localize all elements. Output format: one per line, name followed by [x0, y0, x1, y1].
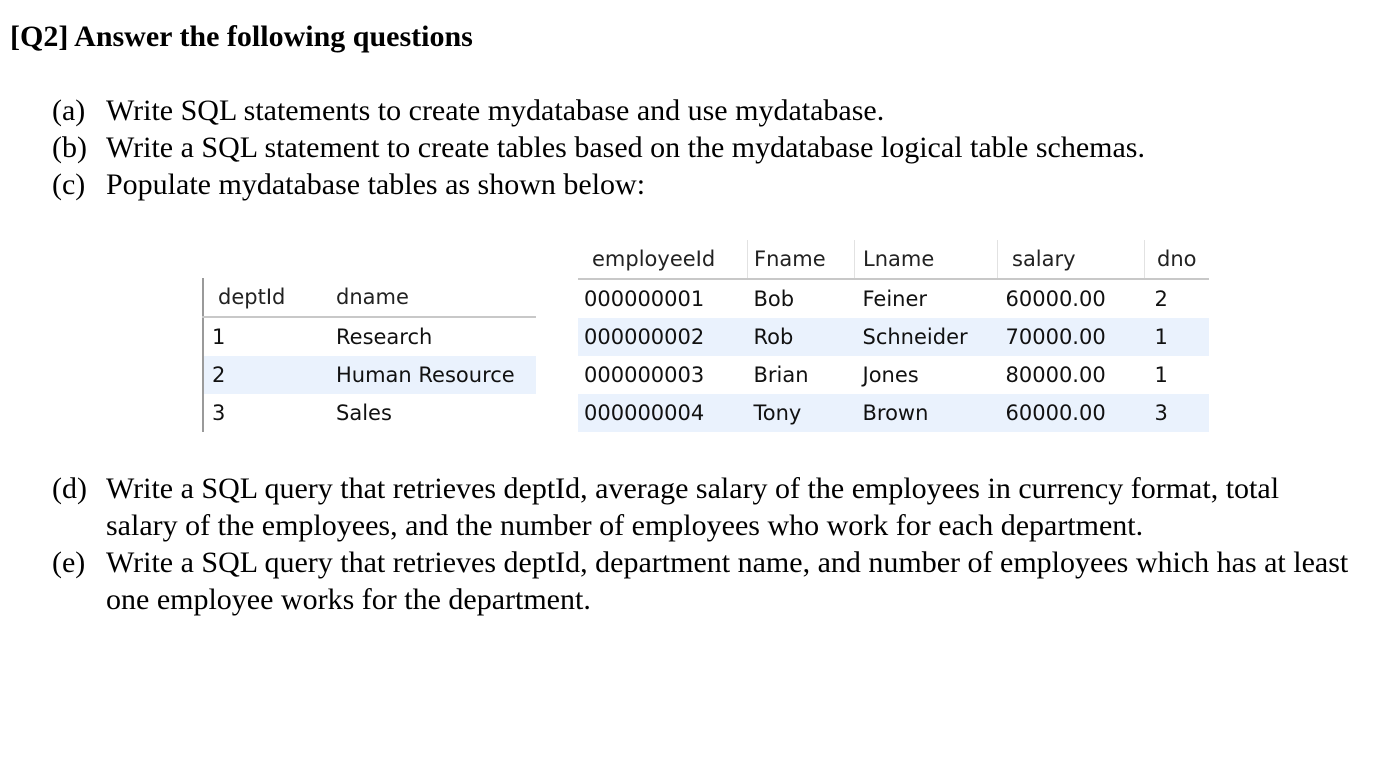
question-text: Write SQL statements to create mydatabase and use mydatabase. — [106, 94, 885, 127]
column-header-dname: dname — [336, 278, 536, 317]
question-marker: (e) — [52, 546, 86, 579]
table-cell: 000000004 — [578, 394, 748, 432]
question-heading: [Q2] Answer the following questions — [10, 20, 473, 53]
department-table — [202, 278, 536, 432]
table-row — [578, 279, 1209, 318]
question-text: Write a SQL query that retrieves deptId, department name, and number of employees which has at least one employee works for the department. — [106, 546, 1349, 616]
question-item — [52, 92, 1352, 129]
table-row — [578, 318, 1209, 356]
table-cell: 2 — [1154, 287, 1168, 311]
table-cell: 3 — [212, 401, 226, 425]
question-marker: (c) — [52, 168, 86, 201]
table-row — [203, 394, 536, 432]
question-text: Populate mydatabase tables as shown below: — [106, 168, 646, 201]
question-item — [52, 470, 1352, 544]
table-row — [203, 356, 536, 394]
table-cell: 70000.00 — [998, 318, 1145, 356]
table-cell: 80000.00 — [1005, 363, 1106, 387]
question-item — [52, 166, 1352, 203]
table-cell: Bob — [753, 287, 795, 311]
table-cell: Jones — [862, 363, 919, 387]
table-cell: Brown — [855, 394, 998, 432]
table-header-row — [578, 240, 1209, 279]
column-header-fname: Fname — [748, 240, 855, 279]
table-cell: 1 — [1154, 363, 1168, 387]
table-cell: Rob — [748, 318, 855, 356]
column-header-employeeid: employeeId — [578, 240, 748, 279]
table-cell: 2 — [203, 356, 336, 394]
table-cell: Human Resource — [336, 356, 536, 394]
table-cell: 000000002 — [578, 318, 748, 356]
question-text: Write a SQL query that retrieves deptId, average salary of the employees in currency format, total salary of the employees, and the number of employees who work for each department. — [106, 472, 1280, 542]
question-item — [52, 129, 1352, 166]
table-row — [578, 394, 1209, 432]
table-cell: Schneider — [855, 318, 998, 356]
table-cell: 3 — [1145, 394, 1210, 432]
question-marker: (d) — [52, 472, 87, 505]
table-cell: 000000003 — [584, 363, 705, 387]
table-row — [203, 317, 536, 356]
table-cell: 60000.00 — [1005, 287, 1106, 311]
question-marker: (a) — [52, 94, 86, 127]
question-marker: (b) — [52, 131, 87, 164]
table-cell: 000000001 — [584, 287, 705, 311]
table-row — [578, 356, 1209, 394]
table-cell: 60000.00 — [998, 394, 1145, 432]
table-header-row — [203, 278, 536, 317]
question-list-top — [52, 92, 1352, 203]
table-cell: 1 — [212, 325, 226, 349]
table-cell: Brian — [753, 363, 809, 387]
question-item — [52, 544, 1352, 618]
table-cell: Tony — [748, 394, 855, 432]
table-cell: 1 — [1145, 318, 1210, 356]
column-header-deptid: deptId — [203, 278, 336, 317]
column-header-lname: Lname — [855, 240, 998, 279]
question-list-bottom — [52, 470, 1352, 618]
column-header-dno: dno — [1145, 240, 1210, 279]
question-text: Write a SQL statement to create tables based on the mydatabase logical table schemas. — [106, 131, 1145, 164]
table-cell: Feiner — [862, 287, 928, 311]
table-cell: Research — [336, 325, 433, 349]
employee-table — [578, 240, 1209, 432]
table-cell: Sales — [336, 401, 392, 425]
column-header-salary: salary — [998, 240, 1145, 279]
